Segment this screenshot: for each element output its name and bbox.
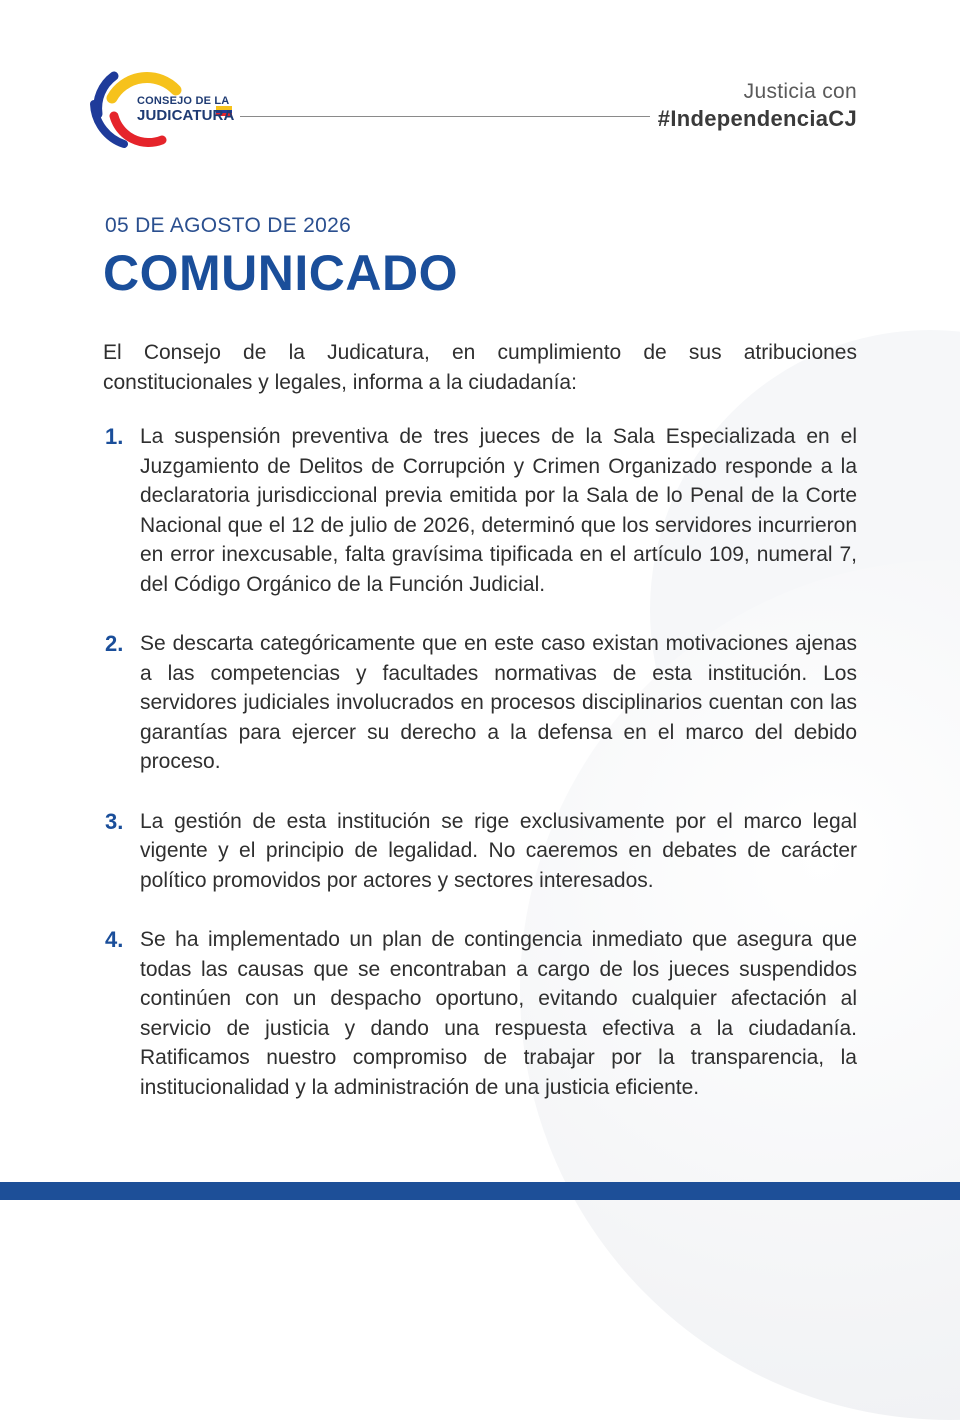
list-item-text: La gestión de esta institución se rige exclusivamente por el marco legal vigente y el principio de legalidad. No caeremos en debates de carácter político promovidos por actores y sectores interesados. [140,809,857,892]
tagline-hashtag: #IndependenciaCJ [657,106,857,131]
list-item [103,925,857,1102]
list-item-number: 1. [105,424,124,449]
list-item-number: 3. [105,808,124,834]
list-item-number: 4. [105,927,124,952]
logo-line2: JUDICATURA [137,107,235,124]
document-date: 05 DE AGOSTO DE 2026 [105,214,352,237]
document-title: COMUNICADO [103,245,458,301]
tagline [658,80,857,132]
numbered-list [103,422,857,1132]
list-item [103,629,857,777]
logo-line1: CONSEJO DE LA [137,95,230,107]
list-item-text: Se ha implementado un plan de contingencia inmediato que asegura que todas las causas que se encontraban a cargo de los jueces suspendidos continúen con un despacho oportuno, evitando cualquier afectación al servicio de justicia y dando una respuesta efectiva a la ciudadanía. Ratificamos nuestro compromiso de trabajar por la transparencia, la institucionalidad y la administración de una justicia eficiente. [140,928,857,1099]
list-item-text: La suspensión preventiva de tres jueces de la Sala Especializada en el Juzgamiento de Delitos de Corrupción y Crimen Organizado responde a la declaratoria jurisdiccional previa emitida por la Sala de lo Penal de la Corte Nacional que el 12 de julio de 2026, determinó que los servidores incurrieron en error inexcusable, falta gravísima tipificada en el artículo 109, numeral 7, del Código Orgánico de la Función Judicial. [140,425,857,596]
header-divider [240,116,650,117]
logo-wordmark [137,96,234,123]
list-item [103,422,857,599]
footer-bar [0,1182,960,1200]
intro-paragraph: El Consejo de la Judicatura, en cumplimiento de sus atribuciones constitucionales y legales, informa a la ciudadanía: [103,341,857,394]
list-item [103,807,857,896]
list-item-text: Se descarta categóricamente que en este caso existan motivaciones ajenas a las competencias y facultades normativas de esta institución. Los servidores judiciales involucrados en procesos disciplinarios cuentan con las garantías para ejercer su derecho a la defensa en el marco del debido proceso. [140,632,857,773]
list-item-number: 2. [105,631,124,656]
tagline-line1: Justicia con [743,80,857,103]
